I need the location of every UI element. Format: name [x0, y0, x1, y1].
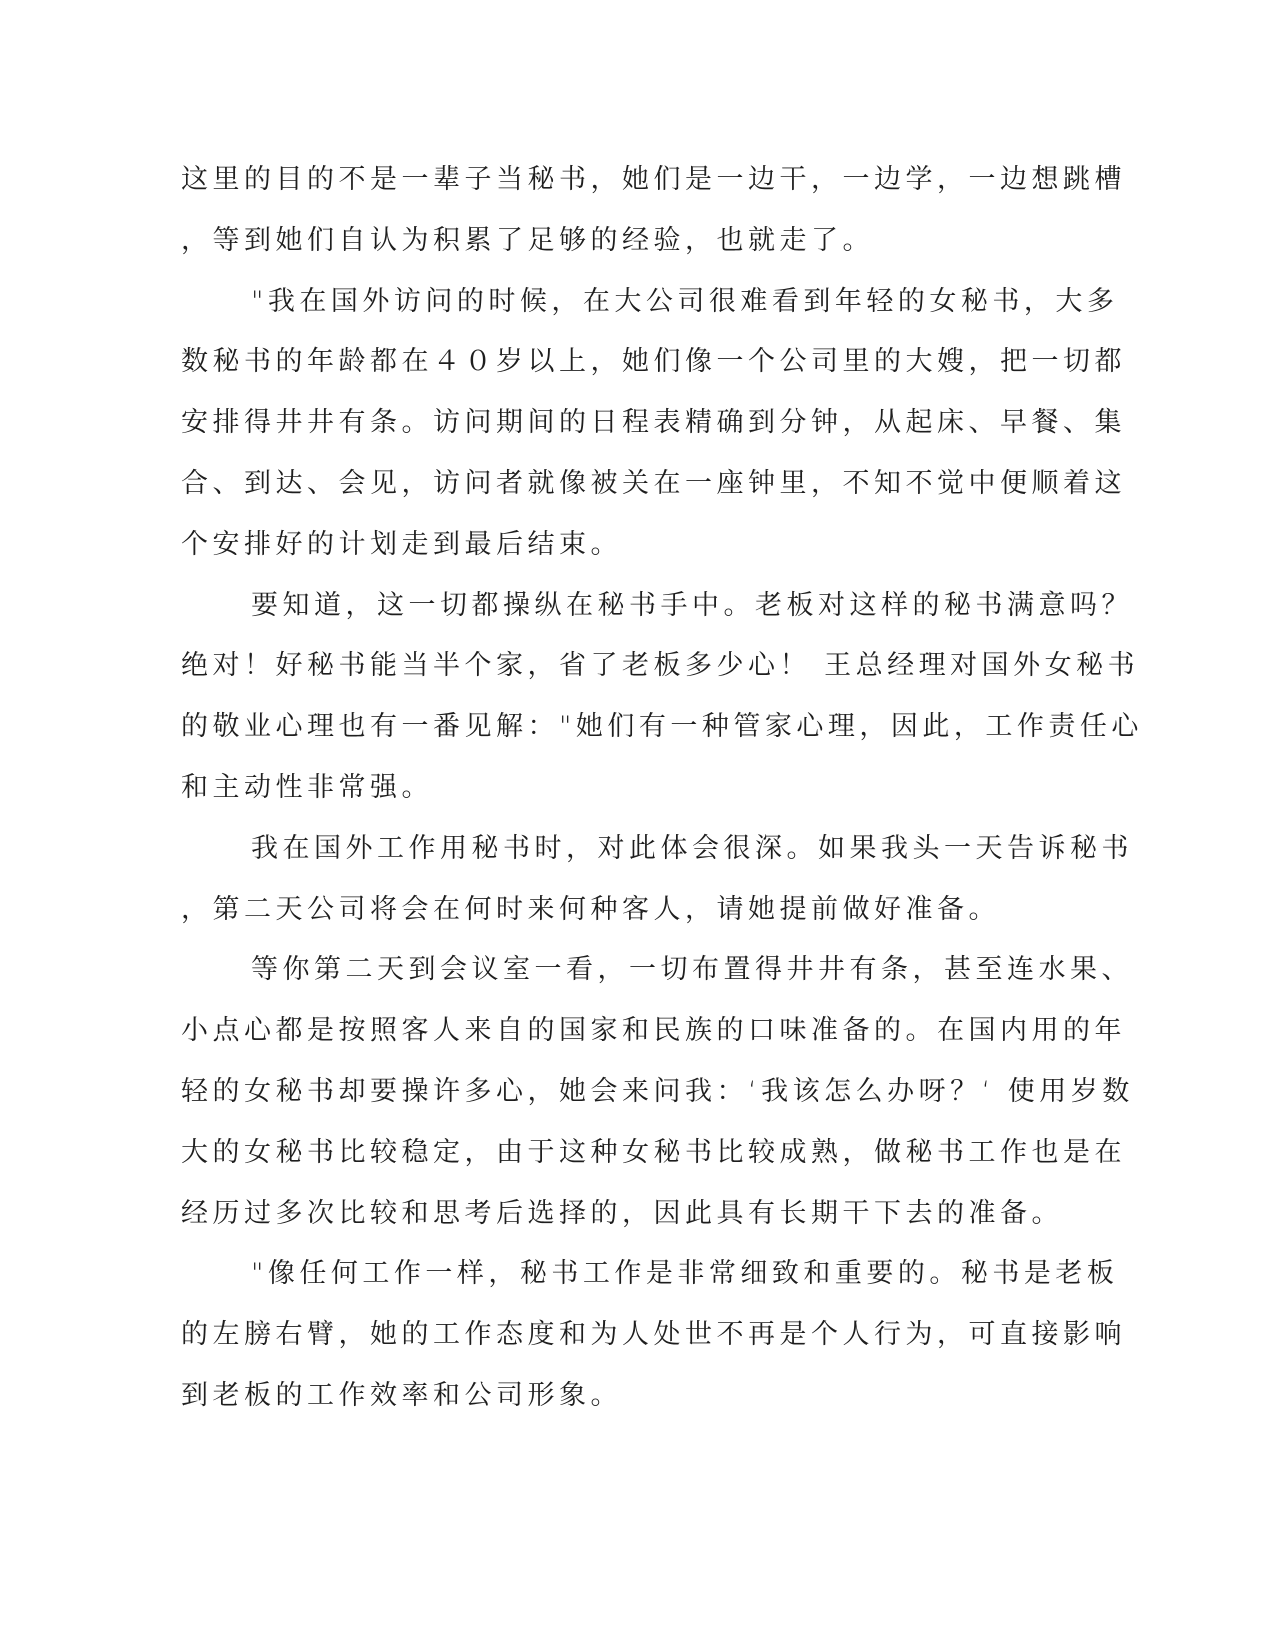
text-line: 到老板的工作效率和公司形象。	[181, 1379, 622, 1411]
text-line: 安排得井井有条。访问期间的日程表精确到分钟，从起床、早餐、集	[181, 407, 1126, 439]
text-line: 数秘书的年龄都在４０岁以上，她们像一个公司里的大嫂，把一切都	[181, 346, 1126, 378]
text-line: 合、到达、会见，访问者就像被关在一座钟里，不知不觉中便顺着这	[181, 467, 1126, 499]
text-line: 经历过多次比较和思考后选择的，因此具有长期干下去的准备。	[181, 1197, 1063, 1229]
paragraph-first-line: 我在国外工作用秘书时，对此体会很深。如果我头一天告诉秘书	[251, 832, 1133, 864]
paragraph-first-line: "像任何工作一样，秘书工作是非常细致和重要的。秘书是老板	[251, 1258, 1119, 1290]
text-line: 大的女秘书比较稳定，由于这种女秘书比较成熟，做秘书工作也是在	[181, 1136, 1126, 1168]
text-line: 绝对！好秘书能当半个家，省了老板多少心！ 王总经理对国外女秘书	[181, 650, 1140, 682]
text-line: ，等到她们自认为积累了足够的经验，也就走了。	[181, 224, 874, 256]
text-line: 个安排好的计划走到最后结束。	[181, 528, 622, 560]
paragraph-first-line: 要知道，这一切都操纵在秘书手中。老板对这样的秘书满意吗？	[251, 589, 1133, 621]
text-line: 轻的女秘书却要操许多心，她会来问我：‘我该怎么办呀？‘ 使用岁数	[181, 1075, 1134, 1107]
text-line: 这里的目的不是一辈子当秘书，她们是一边干，一边学，一边想跳槽	[181, 164, 1126, 195]
text-line: ，第二天公司将会在何时来何种客人，请她提前做好准备。	[181, 893, 1000, 925]
paragraph-first-line: "我在国外访问的时候，在大公司很难看到年轻的女秘书，大多	[251, 285, 1119, 317]
text-line: 的敬业心理也有一番见解："她们有一种管家心理，因此，工作责任心	[181, 711, 1143, 743]
text-line: 和主动性非常强。	[181, 771, 433, 803]
document-body	[181, 150, 1143, 1427]
paragraph-first-line: 等你第二天到会议室一看，一切布置得井井有条，甚至连水果、	[251, 954, 1133, 986]
text-line: 小点心都是按照客人来自的国家和民族的口味准备的。在国内用的年	[181, 1015, 1126, 1047]
text-line: 的左膀右臂，她的工作态度和为人处世不再是个人行为，可直接影响	[181, 1319, 1126, 1351]
